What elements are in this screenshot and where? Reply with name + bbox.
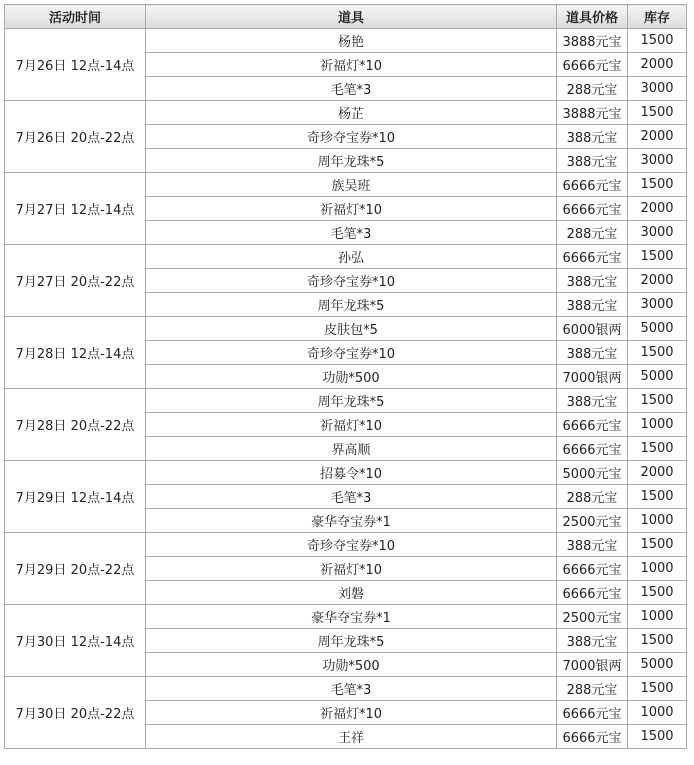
item-name-cell: 奇珍夺宝券*10: [146, 125, 557, 149]
item-name-cell: 祈福灯*10: [146, 413, 557, 437]
item-price-cell: 5000元宝: [557, 461, 628, 485]
item-name-cell: 奇珍夺宝券*10: [146, 533, 557, 557]
item-name-cell: 周年龙珠*5: [146, 629, 557, 653]
item-name-cell: 功勋*500: [146, 365, 557, 389]
item-price-cell: 288元宝: [557, 485, 628, 509]
item-stock-cell: 1000: [628, 557, 687, 581]
item-price-cell: 388元宝: [557, 125, 628, 149]
item-price-cell: 6666元宝: [557, 701, 628, 725]
item-name-cell: 毛笔*3: [146, 221, 557, 245]
item-name-cell: 毛笔*3: [146, 677, 557, 701]
item-name-cell: 周年龙珠*5: [146, 389, 557, 413]
item-price-cell: 6666元宝: [557, 437, 628, 461]
item-price-cell: 6666元宝: [557, 173, 628, 197]
header-row: [5, 5, 687, 29]
item-stock-cell: 3000: [628, 221, 687, 245]
item-price-cell: 288元宝: [557, 677, 628, 701]
item-price-cell: 2500元宝: [557, 509, 628, 533]
header-time: 活动时间: [5, 5, 146, 29]
table-row: [5, 533, 687, 557]
item-name-cell: 杨芷: [146, 101, 557, 125]
table-row: [5, 245, 687, 269]
item-price-cell: 6666元宝: [557, 557, 628, 581]
table-row: [5, 317, 687, 341]
item-name-cell: 刘磐: [146, 581, 557, 605]
item-price-cell: 7000银两: [557, 653, 628, 677]
item-price-cell: 388元宝: [557, 149, 628, 173]
item-stock-cell: 1500: [628, 677, 687, 701]
item-price-cell: 288元宝: [557, 221, 628, 245]
item-name-cell: 豪华夺宝券*1: [146, 605, 557, 629]
table-row: [5, 173, 687, 197]
item-stock-cell: 2000: [628, 197, 687, 221]
item-name-cell: 招募令*10: [146, 461, 557, 485]
item-stock-cell: 1500: [628, 533, 687, 557]
table-row: [5, 605, 687, 629]
item-stock-cell: 1000: [628, 701, 687, 725]
item-name-cell: 奇珍夺宝券*10: [146, 341, 557, 365]
item-name-cell: 杨艳: [146, 29, 557, 53]
item-stock-cell: 5000: [628, 653, 687, 677]
item-price-cell: 388元宝: [557, 269, 628, 293]
item-stock-cell: 3000: [628, 149, 687, 173]
item-stock-cell: 1500: [628, 389, 687, 413]
item-name-cell: 豪华夺宝券*1: [146, 509, 557, 533]
item-name-cell: 毛笔*3: [146, 485, 557, 509]
item-price-cell: 388元宝: [557, 629, 628, 653]
item-stock-cell: 3000: [628, 293, 687, 317]
time-slot-cell: 7月30日 12点-14点: [5, 605, 146, 677]
time-slot-cell: 7月28日 20点-22点: [5, 389, 146, 461]
item-name-cell: 祈福灯*10: [146, 557, 557, 581]
table-row: [5, 101, 687, 125]
time-slot-cell: 7月26日 12点-14点: [5, 29, 146, 101]
item-stock-cell: 5000: [628, 317, 687, 341]
item-name-cell: 祈福灯*10: [146, 701, 557, 725]
item-price-cell: 6666元宝: [557, 245, 628, 269]
item-price-cell: 388元宝: [557, 533, 628, 557]
item-name-cell: 祈福灯*10: [146, 53, 557, 77]
item-stock-cell: 3000: [628, 77, 687, 101]
time-slot-cell: 7月26日 20点-22点: [5, 101, 146, 173]
time-slot-cell: 7月28日 12点-14点: [5, 317, 146, 389]
table-row: [5, 389, 687, 413]
item-stock-cell: 1500: [628, 29, 687, 53]
header-price: 道具价格: [557, 5, 628, 29]
item-name-cell: 王祥: [146, 725, 557, 749]
item-stock-cell: 2000: [628, 269, 687, 293]
item-stock-cell: 1500: [628, 629, 687, 653]
schedule-body: [5, 29, 687, 749]
item-name-cell: 孙弘: [146, 245, 557, 269]
item-stock-cell: 1500: [628, 101, 687, 125]
item-price-cell: 388元宝: [557, 293, 628, 317]
item-price-cell: 6666元宝: [557, 53, 628, 77]
item-price-cell: 388元宝: [557, 341, 628, 365]
header-stock: 库存: [628, 5, 687, 29]
item-stock-cell: 2000: [628, 125, 687, 149]
item-stock-cell: 5000: [628, 365, 687, 389]
item-price-cell: 6666元宝: [557, 413, 628, 437]
time-slot-cell: 7月27日 20点-22点: [5, 245, 146, 317]
item-stock-cell: 1000: [628, 509, 687, 533]
item-name-cell: 周年龙珠*5: [146, 149, 557, 173]
item-name-cell: 祈福灯*10: [146, 197, 557, 221]
item-price-cell: 388元宝: [557, 389, 628, 413]
item-price-cell: 3888元宝: [557, 29, 628, 53]
item-name-cell: 奇珍夺宝券*10: [146, 269, 557, 293]
item-stock-cell: 1500: [628, 485, 687, 509]
item-price-cell: 6000银两: [557, 317, 628, 341]
item-name-cell: 族吴班: [146, 173, 557, 197]
item-stock-cell: 2000: [628, 461, 687, 485]
item-stock-cell: 1000: [628, 413, 687, 437]
table-row: [5, 461, 687, 485]
item-stock-cell: 1500: [628, 341, 687, 365]
item-stock-cell: 1500: [628, 173, 687, 197]
item-price-cell: 6666元宝: [557, 725, 628, 749]
time-slot-cell: 7月29日 12点-14点: [5, 461, 146, 533]
item-name-cell: 界高顺: [146, 437, 557, 461]
time-slot-cell: 7月30日 20点-22点: [5, 677, 146, 749]
item-name-cell: 周年龙珠*5: [146, 293, 557, 317]
table-row: [5, 29, 687, 53]
item-price-cell: 288元宝: [557, 77, 628, 101]
item-stock-cell: 1500: [628, 725, 687, 749]
item-name-cell: 皮肤包*5: [146, 317, 557, 341]
item-stock-cell: 1500: [628, 245, 687, 269]
item-stock-cell: 1500: [628, 581, 687, 605]
item-name-cell: 毛笔*3: [146, 77, 557, 101]
schedule-table: [4, 4, 687, 749]
header-item: 道具: [146, 5, 557, 29]
item-stock-cell: 1000: [628, 605, 687, 629]
time-slot-cell: 7月29日 20点-22点: [5, 533, 146, 605]
item-price-cell: 3888元宝: [557, 101, 628, 125]
item-price-cell: 6666元宝: [557, 581, 628, 605]
item-price-cell: 2500元宝: [557, 605, 628, 629]
item-price-cell: 6666元宝: [557, 197, 628, 221]
time-slot-cell: 7月27日 12点-14点: [5, 173, 146, 245]
item-name-cell: 功勋*500: [146, 653, 557, 677]
item-stock-cell: 2000: [628, 53, 687, 77]
item-stock-cell: 1500: [628, 437, 687, 461]
item-price-cell: 7000银两: [557, 365, 628, 389]
table-row: [5, 677, 687, 701]
